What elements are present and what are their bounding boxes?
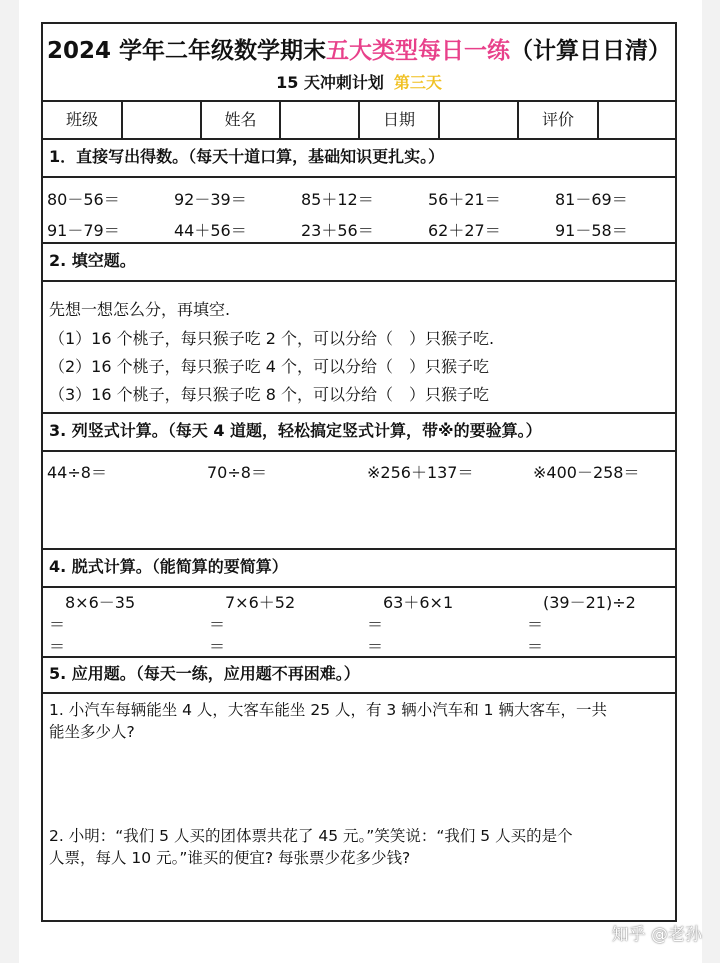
section-1-heading: 1．直接写出得数。（每天十道口算，基础知识更扎实。） [49, 147, 445, 166]
section-3-body [43, 452, 675, 550]
mental-math-item: 23＋56＝ [301, 221, 374, 240]
equals-sign: ＝ [49, 637, 66, 656]
word-problem-1-line-1: 1. 小汽车每辆能坐 4 人，大客车能坐 25 人，有 3 辆小汽车和 1 辆大客车，一共 [49, 701, 607, 719]
stepwise-calc-item: (39－21)÷2 [543, 593, 636, 612]
equals-sign: ＝ [49, 615, 66, 634]
plan-label: 15 天冲刺计划 [276, 73, 384, 92]
date-field[interactable] [440, 102, 519, 138]
mental-math-item: 92－39＝ [174, 190, 247, 209]
section-2-heading: 2. 填空题。 [49, 251, 136, 270]
section-3-header [43, 414, 675, 452]
word-problem-2-line-1: 2. 小明：“我们 5 人买的团体票共花了 45 元。”笑笑说：“我们 5 人买的是个 [49, 827, 573, 845]
name-label: 姓名 [202, 102, 281, 138]
section-5-body [43, 694, 675, 920]
title-block [43, 24, 675, 102]
stepwise-calc-item: 63＋6×1 [383, 593, 454, 612]
section-1-header [43, 140, 675, 178]
worksheet-title [43, 32, 675, 65]
section-5-heading: 5. 应用题。（每天一练，应用题不再困难。） [49, 664, 360, 683]
mental-math-item: 44＋56＝ [174, 221, 247, 240]
section-2-header [43, 244, 675, 282]
fill-blank-item: （1）16 个桃子，每只猴子吃 2 个，可以分给（ ）只猴子吃. [49, 329, 495, 348]
word-problem-2-line-2: 人票，每人 10 元。”谁买的便宜? 每张票少花多少钱? [49, 849, 411, 867]
title-part-3: （计算日日清） [510, 38, 672, 64]
equals-sign: ＝ [209, 615, 226, 634]
word-problem-1-line-2: 能坐多少人? [49, 723, 135, 741]
fill-blank-item: （2）16 个桃子，每只猴子吃 4 个，可以分给（ ）只猴子吃 [49, 357, 489, 376]
section-4-body [43, 588, 675, 658]
stepwise-calc-item: 7×6＋52 [225, 593, 296, 612]
vertical-calc-item: ※256＋137＝ [367, 463, 474, 482]
date-label: 日期 [360, 102, 440, 138]
section-2-body [43, 282, 675, 414]
worksheet-frame [41, 22, 677, 922]
section-1-body [43, 178, 675, 244]
title-part-2: 五大类型每日一练 [326, 38, 511, 64]
class-label: 班级 [43, 102, 123, 138]
eval-label: 评价 [519, 102, 599, 138]
name-field[interactable] [281, 102, 360, 138]
class-field[interactable] [123, 102, 202, 138]
title-part-1: 2024 学年二年级数学期末 [46, 38, 327, 64]
equals-sign: ＝ [527, 637, 544, 656]
fill-blank-item: （3）16 个桃子，每只猴子吃 8 个，可以分给（ ）只猴子吃 [49, 385, 489, 404]
equals-sign: ＝ [367, 615, 384, 634]
info-row [43, 102, 675, 140]
worksheet-subtitle [43, 70, 675, 93]
section-3-heading: 3. 列竖式计算。（每天 4 道题，轻松搞定竖式计算，带※的要验算。） [49, 421, 542, 440]
stepwise-calc-item: 8×6－35 [65, 593, 136, 612]
vertical-calc-item: 70÷8＝ [207, 463, 267, 482]
equals-sign: ＝ [209, 637, 226, 656]
mental-math-item: 91－58＝ [555, 221, 628, 240]
mental-math-item: 56＋21＝ [428, 190, 501, 209]
fill-blank-intro: 先想一想怎么分，再填空. [49, 300, 231, 319]
mental-math-item: 80－56＝ [47, 190, 120, 209]
section-4-heading: 4. 脱式计算。（能简算的要简算） [49, 557, 288, 576]
mental-math-item: 91－79＝ [47, 221, 120, 240]
vertical-calc-item: ※400－258＝ [533, 463, 640, 482]
section-4-header [43, 550, 675, 588]
mental-math-item: 62＋27＝ [428, 221, 501, 240]
mental-math-item: 85＋12＝ [301, 190, 374, 209]
eval-field[interactable] [599, 102, 675, 138]
vertical-calc-item: 44÷8＝ [47, 463, 107, 482]
mental-math-item: 81－69＝ [555, 190, 628, 209]
equals-sign: ＝ [527, 615, 544, 634]
section-5-header [43, 658, 675, 694]
zhihu-watermark: 知乎 @老孙 [611, 925, 702, 945]
day-label: 第三天 [393, 73, 442, 92]
equals-sign: ＝ [367, 637, 384, 656]
